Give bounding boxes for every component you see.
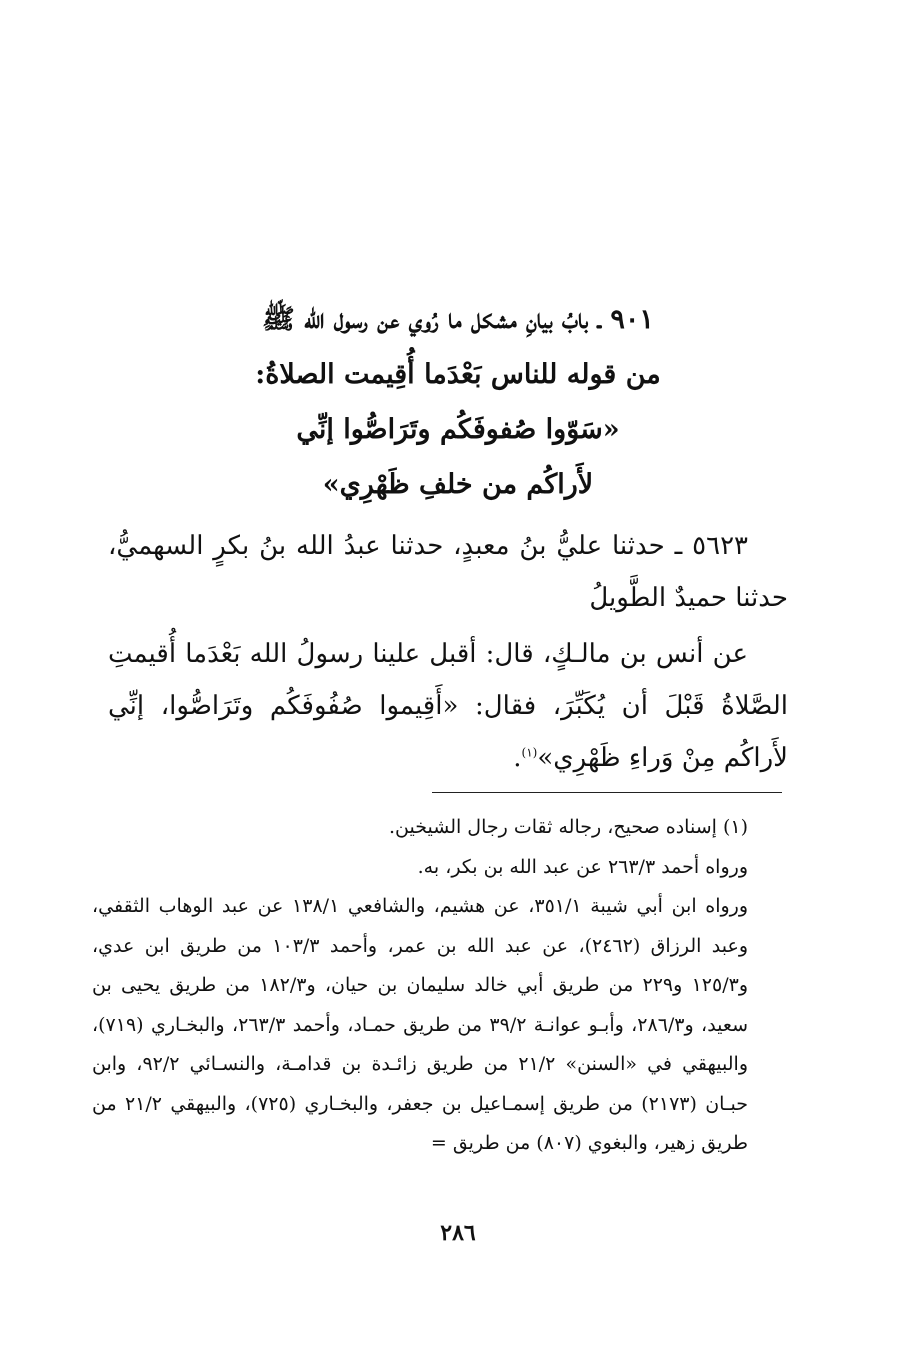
matn-end: . [513,743,522,773]
heading-line-2: من قوله للناس بَعْدَما أُقِيمت الصلاةُ: [255,359,661,390]
hadith-matn [108,628,788,784]
chapter-heading [100,292,816,512]
page-number: ٢٨٦ [440,1220,476,1246]
footnote-separator [432,792,782,793]
heading-line-4: لأَراكُم من خلفِ ظَهْرِي» [322,469,594,500]
footnote-1-line-2: ورواه أحمد ٢٦٣/٣ عن عبد الله بن بكر، به. [417,855,748,878]
hadith-isnad [108,520,788,624]
footnote-1-line-3: ورواه ابن أبي شيبة ٣٥١/١، عن هشيم، والشافعي ١٣٨/١ عن عبد الوهاب الثقفي، وعبد الرزاق (٢٤٦٢)، عن عبد الله بن عمر، وأحمد ١٠٣/٣ من طريق ابن عدي، و١٢٥/٣ و٢٢٩ من طريق أبي خالد سليمان بن حيان، و١٨٢/٣ من طريق يحيى بن سعيد، و٢٨٦/٣، وأبـو عوانـة ٣٩/٢ من طريق حمـاد، وأحمد ٢٦٣/٣، والبخـاري (٧١٩)، والبيهقي في «السنن» ٢١/٢ من طريق زائـدة بن قدامـة، والنسـائي ٩٢/٢، وابن حبـان (٢١٧٣) من طريق إسمـاعيل بن جعفر، والبخـاري (٧٢٥)، والبيهقي ٢١/٢ من طريق زهير، والبغوي (٨٠٧) من طريق = [92,895,749,1154]
isnad-text: ٥٦٢٣ ـ حدثنا عليُّ بنُ معبدٍ، حدثنا عبدُ الله بنُ بكرٍ السهميُّ، حدثنا حميدٌ الطَّويلُ [108,531,788,613]
footnote-marker: (١) [521,745,538,760]
matn-text: عن أنس بن مالـكٍ، قال: أقبل علينا رسولُ الله بَعْدَما أُقيمتِ الصَّلاةُ قَبْلَ أن يُكَبِّرَ، فقال: «أَقِيموا صُفُوفَكُم وتَرَاصُّوا، إنِّي لأَراكُم مِنْ وَراءِ ظَهْرِي» [108,639,788,773]
footnote-1: (١) إسناده صحيح، رجاله ثقات رجال الشيخين. [389,816,748,838]
footnotes [92,808,788,1164]
heading-line-3: «سَوّوا صُفوفَكُم وتَرَاصُّوا إنِّي [296,414,620,445]
heading-line-1: ٩٠١ ـ بابُ بيانِ مشكل ما رُوي عن رسول الله ﷺ [262,304,654,335]
